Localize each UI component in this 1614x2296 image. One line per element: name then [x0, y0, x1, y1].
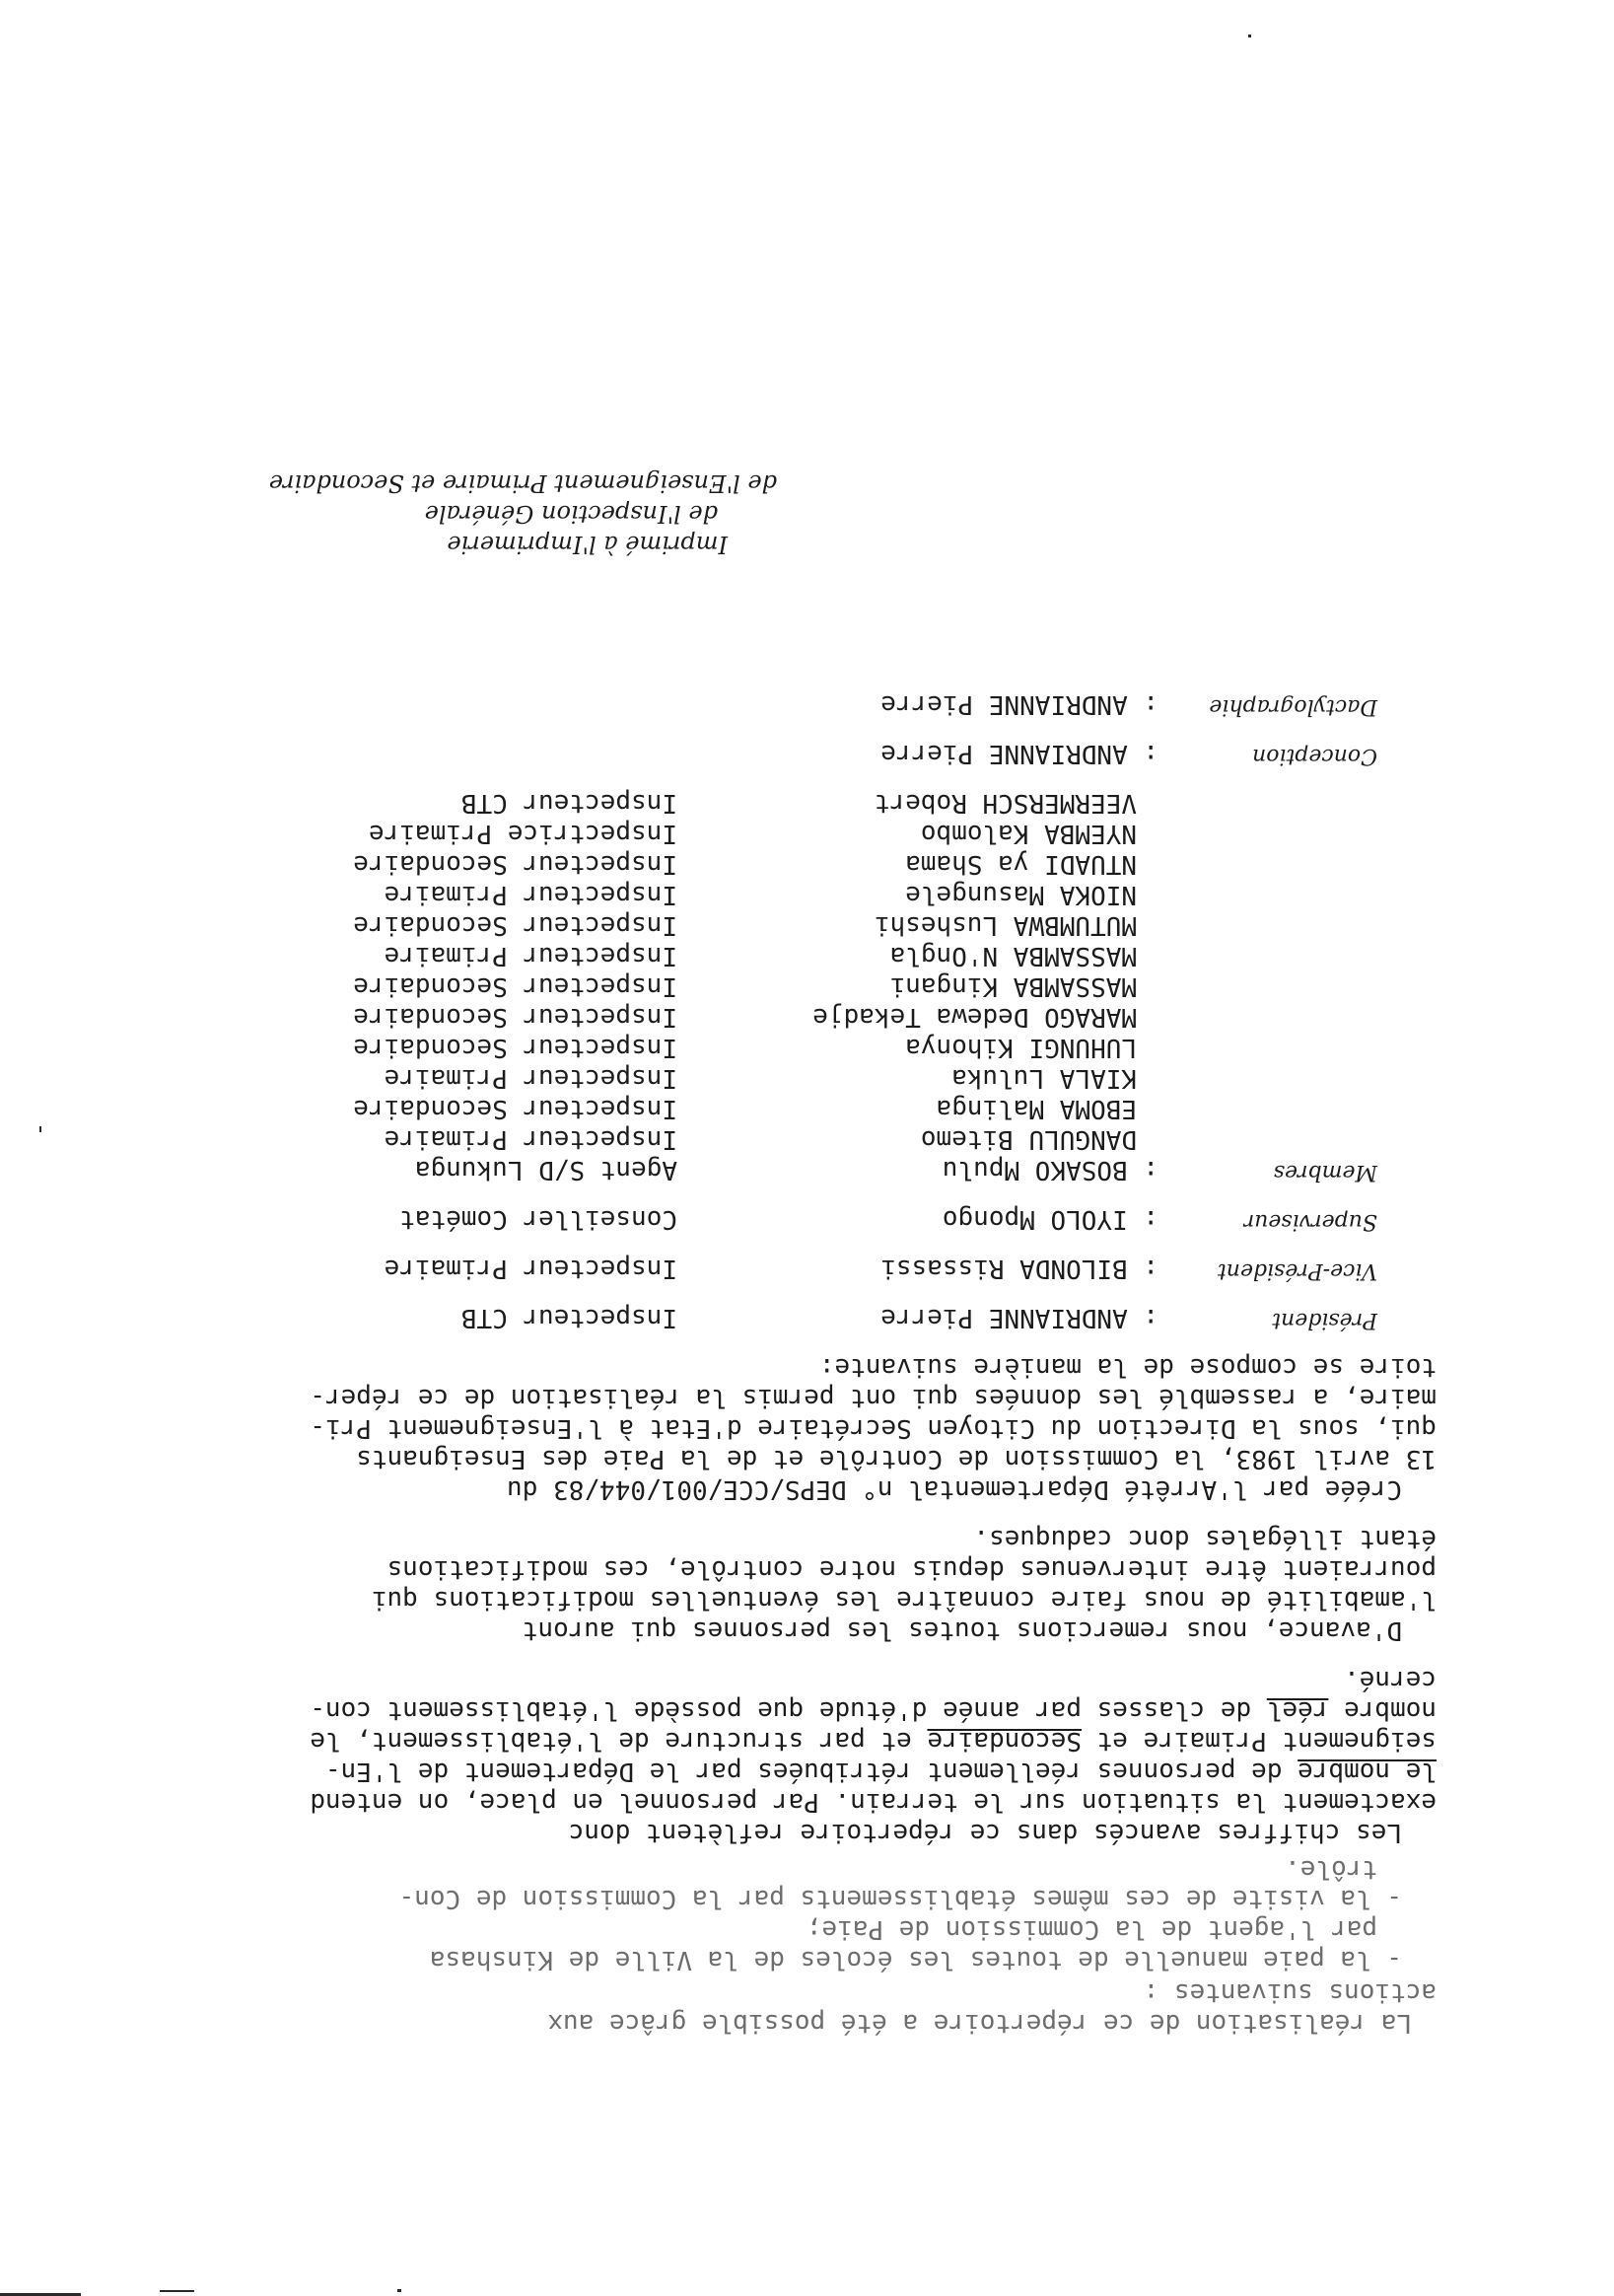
role-membres: Membres	[1273, 1160, 1377, 1184]
member-name: LUHUNGI Kihonya	[905, 1033, 1137, 1062]
commission-line-5: toire se compose de la manière suivante:	[818, 1352, 1437, 1382]
imprint-line-3: de l'Enseignement Primaire et Secondaire	[268, 469, 777, 497]
figures-line-5: nombre réel de classes par année d'étude que possède l'établissement con-	[310, 1695, 1437, 1725]
thanks-line-3: pourraient être intervenues depuis notre contrôle, ces modifications	[386, 1554, 1437, 1584]
member-title: Conseiller Cométat	[399, 1204, 677, 1234]
commission-line-4: maire, a rassemblé les données qui ont permis la réalisation de ce réper-	[310, 1383, 1437, 1412]
member-name: MASSAMBA N'Ongla	[889, 941, 1137, 970]
imprint-line-1: Imprimé à l'Imprimerie	[447, 531, 728, 558]
member-name: MARAGO Dedewa Tekadje	[812, 1002, 1137, 1032]
scan-speck	[397, 2289, 401, 2292]
member-name: EBOMA Malinga	[936, 1094, 1137, 1123]
member-title: Agent S/D Lukunga	[414, 1155, 677, 1184]
member-title: Inspecteur Secondaire	[353, 849, 677, 879]
member-name: : IYOLO Mpongo	[942, 1204, 1158, 1234]
member-title: Inspecteur Primaire	[384, 1124, 677, 1154]
role-superviseur: Superviseur	[1243, 1209, 1377, 1234]
intro-line-1: La réalisation de ce répertoire a été possible grâce aux	[547, 2008, 1412, 2038]
role-conception: Conception	[1252, 744, 1377, 768]
thanks-line-4: étant illégales donc caduques.	[973, 1524, 1437, 1553]
member-name: MASSAMBA Kingani	[889, 971, 1137, 1001]
member-name: : ANDRIANNE Pierre	[880, 739, 1158, 768]
member-title: Inspecteur Primaire	[384, 880, 677, 909]
member-name: KIALA Luluka	[951, 1063, 1137, 1093]
member-title: Inspecteur Primaire	[384, 941, 677, 970]
figures-line-4: seignement Primaire et Secondaire et par structure de l'établissement, le	[310, 1726, 1437, 1756]
role-vice-president: Vice-Président	[1217, 1258, 1377, 1283]
scan-speck	[39, 1126, 41, 1132]
member-title: Inspecteur Secondaire	[353, 971, 677, 1001]
commission-line-3: qui, sous la Direction du Citoyen Secrétaire d'Etat à l'Enseignement Pri-	[310, 1413, 1437, 1443]
figures-line-1: Les chiffres avancés dans ce répertoire reflètent donc	[568, 1818, 1402, 1847]
intro-line-2: actions suivantes :	[1143, 1977, 1437, 2007]
role-president: Président	[1272, 1308, 1377, 1332]
commission-line-1: Créée par l'Arrêté Départemental n° DEPS/CCE/001/044/83 du	[507, 1474, 1402, 1504]
member-name: NTUADI ya Shama	[905, 849, 1137, 879]
member-name: : BOSAKO Mpulu	[942, 1155, 1158, 1184]
figures-line-3: le nombre de personnes réellement rétribuées par le Département de l'En-	[324, 1757, 1437, 1786]
underlined-phrase: le nombre	[1298, 1757, 1437, 1786]
member-name: VEERMERSCH Robert	[874, 788, 1137, 818]
member-title: Inspecteur CTB	[460, 1303, 677, 1332]
thanks-line-2: l'amabilité de nous faire connaître les éventuelles modifications qui	[371, 1585, 1437, 1614]
scan-edge-mark	[160, 2290, 194, 2292]
member-title: Inspectrice Primaire	[368, 819, 677, 848]
member-title: Inspecteur CTB	[460, 788, 677, 818]
member-title: Inspecteur Secondaire	[353, 910, 677, 940]
thanks-line-1: D'avance, nous remercions toutes les personnes qui auront	[522, 1615, 1402, 1645]
figures-line-6: cerné.	[1344, 1665, 1437, 1694]
underlined-word: Secondaire	[927, 1726, 1082, 1756]
scan-speck	[1248, 35, 1251, 37]
member-title: Inspecteur Secondaire	[353, 1002, 677, 1032]
intro-bullet-1-line-1: - la paie manuelle de toutes les écoles de la Ville de Kinshasa	[429, 1945, 1402, 1974]
role-dactylographie: Dactylographie	[1209, 694, 1377, 719]
member-name: : BILONDA Rissassi	[880, 1254, 1158, 1283]
member-name: NYEMBA Kalombo	[920, 819, 1137, 848]
member-name: NIOKA Masungele	[905, 880, 1137, 909]
member-name: MUTUMBWA Lusheshi	[874, 910, 1137, 940]
intro-bullet-2-line-1: - la visite de ces mêmes établissements par la Commission de Con-	[398, 1884, 1402, 1913]
figures-line-2: exactement la situation sur le terrain. Par personnel en place, on entend	[310, 1787, 1437, 1817]
member-name: DANGULU Bitemo	[920, 1124, 1137, 1154]
intro-bullet-1-line-2: par l'agent de la Commission de Paie;	[806, 1914, 1377, 1944]
commission-line-2: 13 avril 1983, la Commission de Contrôle et de la Paie des Enseignants	[356, 1444, 1437, 1473]
member-name: : ANDRIANNE Pierre	[880, 689, 1158, 719]
member-name: : ANDRIANNE Pierre	[880, 1303, 1158, 1332]
member-title: Inspecteur Primaire	[384, 1254, 677, 1283]
imprint-line-2: de l'Inspection Générale	[424, 500, 718, 528]
member-title: Inspecteur Secondaire	[353, 1094, 677, 1123]
intro-bullet-2-line-2: trôle.	[1285, 1854, 1377, 1884]
underlined-word: réel	[1266, 1695, 1329, 1725]
member-title: Inspecteur Primaire	[384, 1063, 677, 1093]
member-title: Inspecteur Secondaire	[353, 1033, 677, 1062]
